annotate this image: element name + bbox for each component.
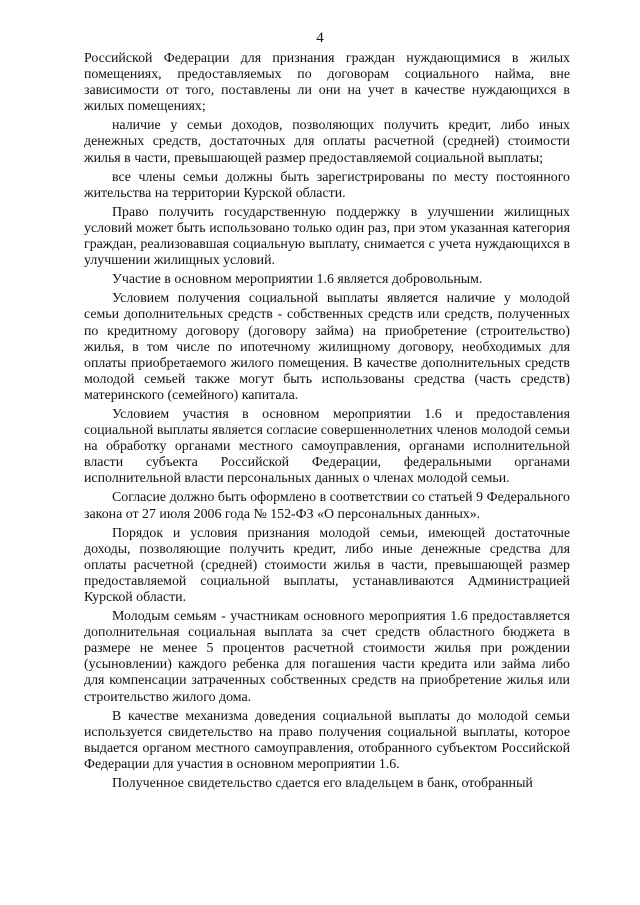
- paragraph: Условием получения социальной выплаты является наличие у молодой семьи дополнительных средств - собственных средств или средств, полученных по кредитному договору (договору займа) на приобретение (строительство) жилья, в том числе по ипотечному жилищному договору, необходимых для оплаты приобретаемого жилого помещения. В качестве дополнительных средств молодой семьей также могут быть использованы средства (часть средств) материнского (семейного) капитала.: [84, 291, 570, 403]
- paragraph: В качестве механизма доведения социальной выплаты до молодой семьи используется свидетельство на право получения социальной выплаты, которое выдается органом местного самоуправления, отобранного субъектом Российской Федерации для участия в основном мероприятии 1.6.: [84, 708, 570, 772]
- paragraph: Участие в основном мероприятии 1.6 является добровольным.: [112, 272, 483, 288]
- paragraph: Право получить государственную поддержку в улучшении жилищных условий может быть использовано только один раз, при этом указанная категория граждан, реализовавшая социальную выплату, снимается с учета нуждающихся в улучшении жилищных условий.: [84, 204, 570, 269]
- paragraph: Порядок и условия признания молодой семьи, имеющей достаточные доходы, позволяющие получить кредит, либо иные денежные средства для оплаты расчетной (средней) стоимости жилья в части, превышающей размер предоставляемой социальной выплаты, устанавливаются Администрацией Курской области.: [84, 525, 570, 605]
- paragraph: наличие у семьи доходов, позволяющих получить кредит, либо иных денежных средств, достаточных для оплаты расчетной (средней) стоимости жилья в части, превышающей размер предоставляемой социальной выплаты;: [84, 118, 570, 166]
- paragraph: все члены семьи должны быть зарегистрированы по месту постоянного жительства на территории Курской области.: [84, 169, 570, 201]
- paragraph: Согласие должно быть оформлено в соответствии со статьей 9 Федерального закона от 27 июля 2006 года № 152-ФЗ «О персональных данных».: [84, 490, 570, 522]
- paragraph: Полученное свидетельство сдается его владельцем в банк, отобранный: [112, 776, 533, 792]
- document-body: [84, 51, 570, 795]
- page-number: 4: [316, 30, 324, 46]
- paragraph: Российской Федерации для признания граждан нуждающимися в жилых помещениях, предоставляемых по договорам социального найма, вне зависимости от того, поставлены ли они на учет в качестве нуждающихся в жилых помещениях;: [84, 51, 570, 115]
- paragraph: Условием участия в основном мероприятии 1.6 и предоставления социальной выплаты является согласие совершеннолетних членов молодой семьи на обработку органами местного самоуправления, органами исполнительной власти субъекта Российской Федерации, федеральными органами исполнительной власти персональных данных о членах молодой семьи.: [84, 406, 570, 487]
- paragraph: Молодым семьям - участникам основного мероприятия 1.6 предоставляется дополнительная социальная выплата за счет средств областного бюджета в размере не менее 5 процентов расчетной стоимости жилья при рождении (усыновлении) каждого ребенка для погашения части кредита или займа либо для компенсации затраченных собственных средств на приобретение жилья или строительство жилого дома.: [84, 609, 570, 705]
